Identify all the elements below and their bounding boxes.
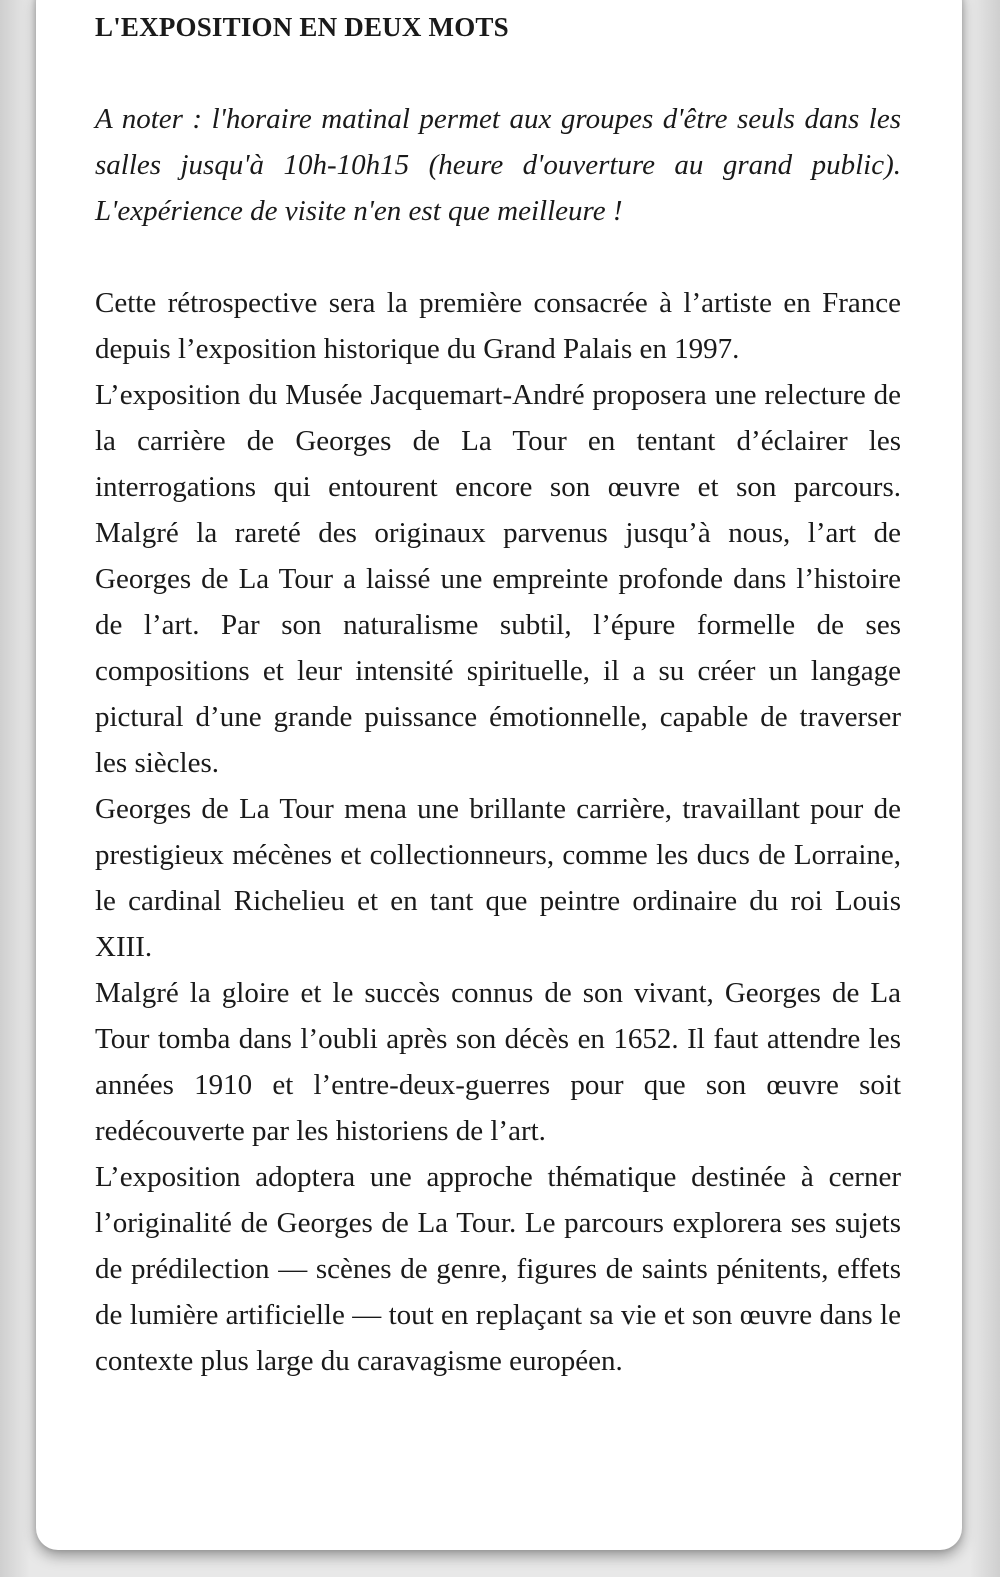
document-content (95, 12, 901, 1384)
paragraph-reading: L’exposition du Musée Jacquemart-André proposera une relecture de la carrière de Georges de La Tour en tentant d’éclairer les interrogations qui entourent encore son œuvre et son parcours. Malgré la rareté des originaux parvenus jusqu’à nous, l’art de Georges de La Tour a laissé une empreinte profonde dans l’histoire de l’art. Par son naturalisme subtil, l’épure formelle de ses compositions et leur intensité spirituelle, il a su créer un langage pictural d’une grande puissance émotionnelle, capable de traverser les siècles. (95, 379, 901, 779)
document-card[interactable] (36, 0, 962, 1550)
paragraph-approach: L’exposition adoptera une approche thématique destinée à cerner l’originalité de Georges de La Tour. Le parcours explorera ses sujets de prédilection — scènes de genre, figures de saints pénitents, effets de lumière artificielle — tout en replaçant sa vie et son œuvre dans le contexte plus large du caravagisme européen. (95, 1161, 901, 1377)
visit-note: A noter : l'horaire matinal permet aux groupes d'être seuls dans les salles jusqu'à 10h-10h15 (heure d'ouverture au grand public). L'expérience de visite n'en est que meilleure ! (95, 103, 901, 227)
description-body (95, 280, 901, 1384)
paragraph-rediscovery: Malgré la gloire et le succès connus de son vivant, Georges de La Tour tomba dans l’oubli après son décès en 1652. Il faut attendre les années 1910 et l’entre-deux-guerres pour que son œuvre soit redécouverte par les historiens de l’art. (95, 977, 901, 1147)
paragraph-career: Georges de La Tour mena une brillante carrière, travaillant pour de prestigieux mécènes et collectionneurs, comme les ducs de Lorraine, le cardinal Richelieu et en tant que peintre ordinaire du roi Louis XIII. (95, 793, 901, 963)
paragraph-intro: Cette rétrospective sera la première consacrée à l’artiste en France depuis l’exposition historique du Grand Palais en 1997. (95, 287, 901, 365)
section-title: L'EXPOSITION EN DEUX MOTS (95, 12, 509, 42)
